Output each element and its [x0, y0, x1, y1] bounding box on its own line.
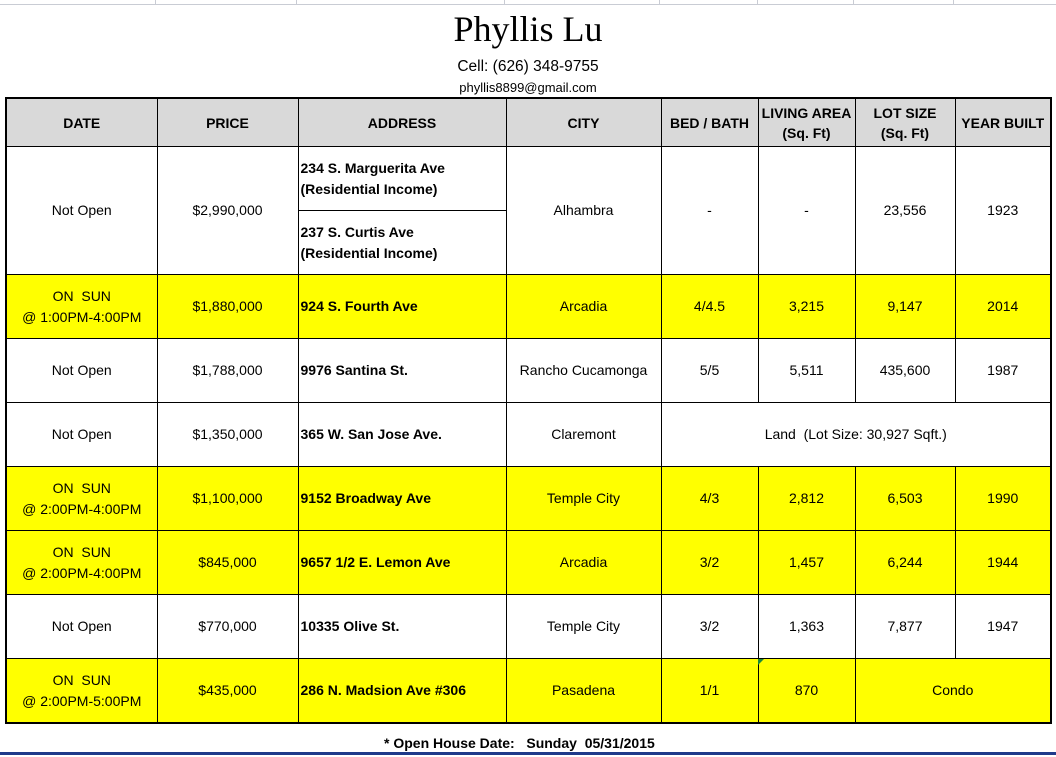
cell-address[interactable]: 9657 1/2 E. Lemon Ave [298, 531, 506, 595]
cell-land-note[interactable]: Land (Lot Size: 30,927 Sqft.) [661, 403, 1051, 467]
cell-price[interactable]: $2,990,000 [157, 147, 298, 275]
cell-year-built[interactable]: 1947 [955, 595, 1051, 659]
address-line: 234 S. Marguerita Ave [300, 159, 445, 176]
cell-bed-bath[interactable]: 1/1 [661, 659, 758, 724]
cell-bed-bath[interactable]: 5/5 [661, 339, 758, 403]
address-note: (Residential Income) [300, 180, 438, 197]
col-header-year-built[interactable]: YEAR BUILT [955, 98, 1051, 147]
cell-date[interactable] [6, 467, 157, 531]
cell-address[interactable]: 10335 Olive St. [298, 595, 506, 659]
cell-address[interactable] [298, 211, 506, 275]
cell-living-area[interactable]: 1,457 [758, 531, 855, 595]
listings-table [5, 97, 1052, 724]
cell-price[interactable]: $1,100,000 [157, 467, 298, 531]
cell-city[interactable]: Pasadena [506, 659, 661, 724]
cell-year-built[interactable]: 1923 [955, 147, 1051, 275]
cell-lot-size[interactable]: 435,600 [855, 339, 955, 403]
cell-address[interactable]: 9152 Broadway Ave [298, 467, 506, 531]
cell-year-built[interactable]: 2014 [955, 275, 1051, 339]
cell-price[interactable]: $1,880,000 [157, 275, 298, 339]
cell-bed-bath[interactable]: 3/2 [661, 531, 758, 595]
cell-address[interactable]: 365 W. San Jose Ave. [298, 403, 506, 467]
living-area-unit: (Sq. Ft) [782, 124, 831, 141]
table-row [6, 595, 1051, 659]
cell-price[interactable]: $1,350,000 [157, 403, 298, 467]
cell-living-area[interactable]: 1,363 [758, 595, 855, 659]
open-house-day: ON SUN [52, 479, 111, 496]
cell-price[interactable]: $435,000 [157, 659, 298, 724]
open-house-day: ON SUN [52, 671, 111, 688]
cell-city[interactable]: Rancho Cucamonga [506, 339, 661, 403]
agent-email: phyllis8899@gmail.com [459, 80, 597, 95]
cell-living-area[interactable]: 870 [758, 659, 855, 724]
cell-comment-marker [758, 659, 764, 665]
col-header-date[interactable]: DATE [6, 98, 157, 147]
table-row [6, 147, 1051, 211]
lot-size-label: LOT SIZE [873, 104, 937, 121]
cell-city[interactable]: Arcadia [506, 275, 661, 339]
open-house-time: @ 2:00PM-4:00PM [22, 500, 142, 517]
cell-address[interactable] [298, 147, 506, 211]
cell-living-area[interactable]: 2,812 [758, 467, 855, 531]
cell-price[interactable]: $770,000 [157, 595, 298, 659]
cell-date[interactable]: Not Open [6, 403, 157, 467]
col-header-price[interactable]: PRICE [157, 98, 298, 147]
page-break-line [0, 752, 1056, 755]
cell-year-built[interactable]: 1990 [955, 467, 1051, 531]
cell-lot-size[interactable]: 23,556 [855, 147, 955, 275]
cell-living-area[interactable]: - [758, 147, 855, 275]
open-house-date-note: * Open House Date: Sunday 05/31/2015 [384, 735, 655, 751]
col-header-city[interactable]: CITY [506, 98, 661, 147]
cell-date[interactable] [6, 531, 157, 595]
open-house-day: ON SUN [52, 543, 111, 560]
open-house-time: @ 2:00PM-4:00PM [22, 564, 142, 581]
cell-lot-size[interactable]: 7,877 [855, 595, 955, 659]
cell-living-area[interactable]: 3,215 [758, 275, 855, 339]
agent-name: Phyllis Lu [453, 9, 603, 49]
open-house-time: @ 2:00PM-5:00PM [22, 692, 142, 709]
cell-city[interactable]: Alhambra [506, 147, 661, 275]
cell-year-built[interactable]: 1987 [955, 339, 1051, 403]
cell-lot-size[interactable]: 6,244 [855, 531, 955, 595]
cell-address[interactable]: 9976 Santina St. [298, 339, 506, 403]
header-row [6, 98, 1051, 147]
col-header-living-area[interactable] [758, 98, 855, 147]
cell-city[interactable]: Temple City [506, 595, 661, 659]
cell-bed-bath[interactable]: 4/3 [661, 467, 758, 531]
cell-date[interactable] [6, 659, 157, 724]
cell-address[interactable]: 286 N. Madsion Ave #306 [298, 659, 506, 724]
open-house-time: @ 1:00PM-4:00PM [22, 308, 142, 325]
table-row [6, 275, 1051, 339]
cell-bed-bath[interactable]: 3/2 [661, 595, 758, 659]
cell-bed-bath[interactable]: 4/4.5 [661, 275, 758, 339]
col-header-address[interactable]: ADDRESS [298, 98, 506, 147]
cell-condo-note[interactable]: Condo [855, 659, 1051, 724]
cell-date[interactable]: Not Open [6, 595, 157, 659]
table-row [6, 659, 1051, 724]
table-row [6, 467, 1051, 531]
cell-date[interactable] [6, 275, 157, 339]
col-header-bed-bath[interactable]: BED / BATH [661, 98, 758, 147]
agent-cell-phone: Cell: (626) 348-9755 [457, 58, 599, 75]
cell-city[interactable]: Temple City [506, 467, 661, 531]
cell-date[interactable]: Not Open [6, 339, 157, 403]
address-line: 237 S. Curtis Ave [300, 223, 414, 240]
open-house-day: ON SUN [52, 287, 111, 304]
cell-city[interactable]: Claremont [506, 403, 661, 467]
cell-living-area[interactable]: 5,511 [758, 339, 855, 403]
lot-size-unit: (Sq. Ft) [880, 124, 930, 141]
cell-lot-size[interactable]: 9,147 [855, 275, 955, 339]
living-area-label: LIVING AREA [761, 104, 852, 121]
table-row [6, 403, 1051, 467]
cell-lot-size[interactable]: 6,503 [855, 467, 955, 531]
cell-year-built[interactable]: 1944 [955, 531, 1051, 595]
cell-price[interactable]: $1,788,000 [157, 339, 298, 403]
cell-date[interactable]: Not Open [6, 147, 157, 275]
table-row [6, 339, 1051, 403]
table-row [6, 531, 1051, 595]
col-header-lot-size[interactable] [855, 98, 955, 147]
spreadsheet-top-edge [0, 0, 1056, 5]
address-note: (Residential Income) [300, 244, 438, 261]
cell-address[interactable]: 924 S. Fourth Ave [298, 275, 506, 339]
cell-city[interactable]: Arcadia [506, 531, 661, 595]
cell-bed-bath[interactable]: - [661, 147, 758, 275]
cell-price[interactable]: $845,000 [157, 531, 298, 595]
